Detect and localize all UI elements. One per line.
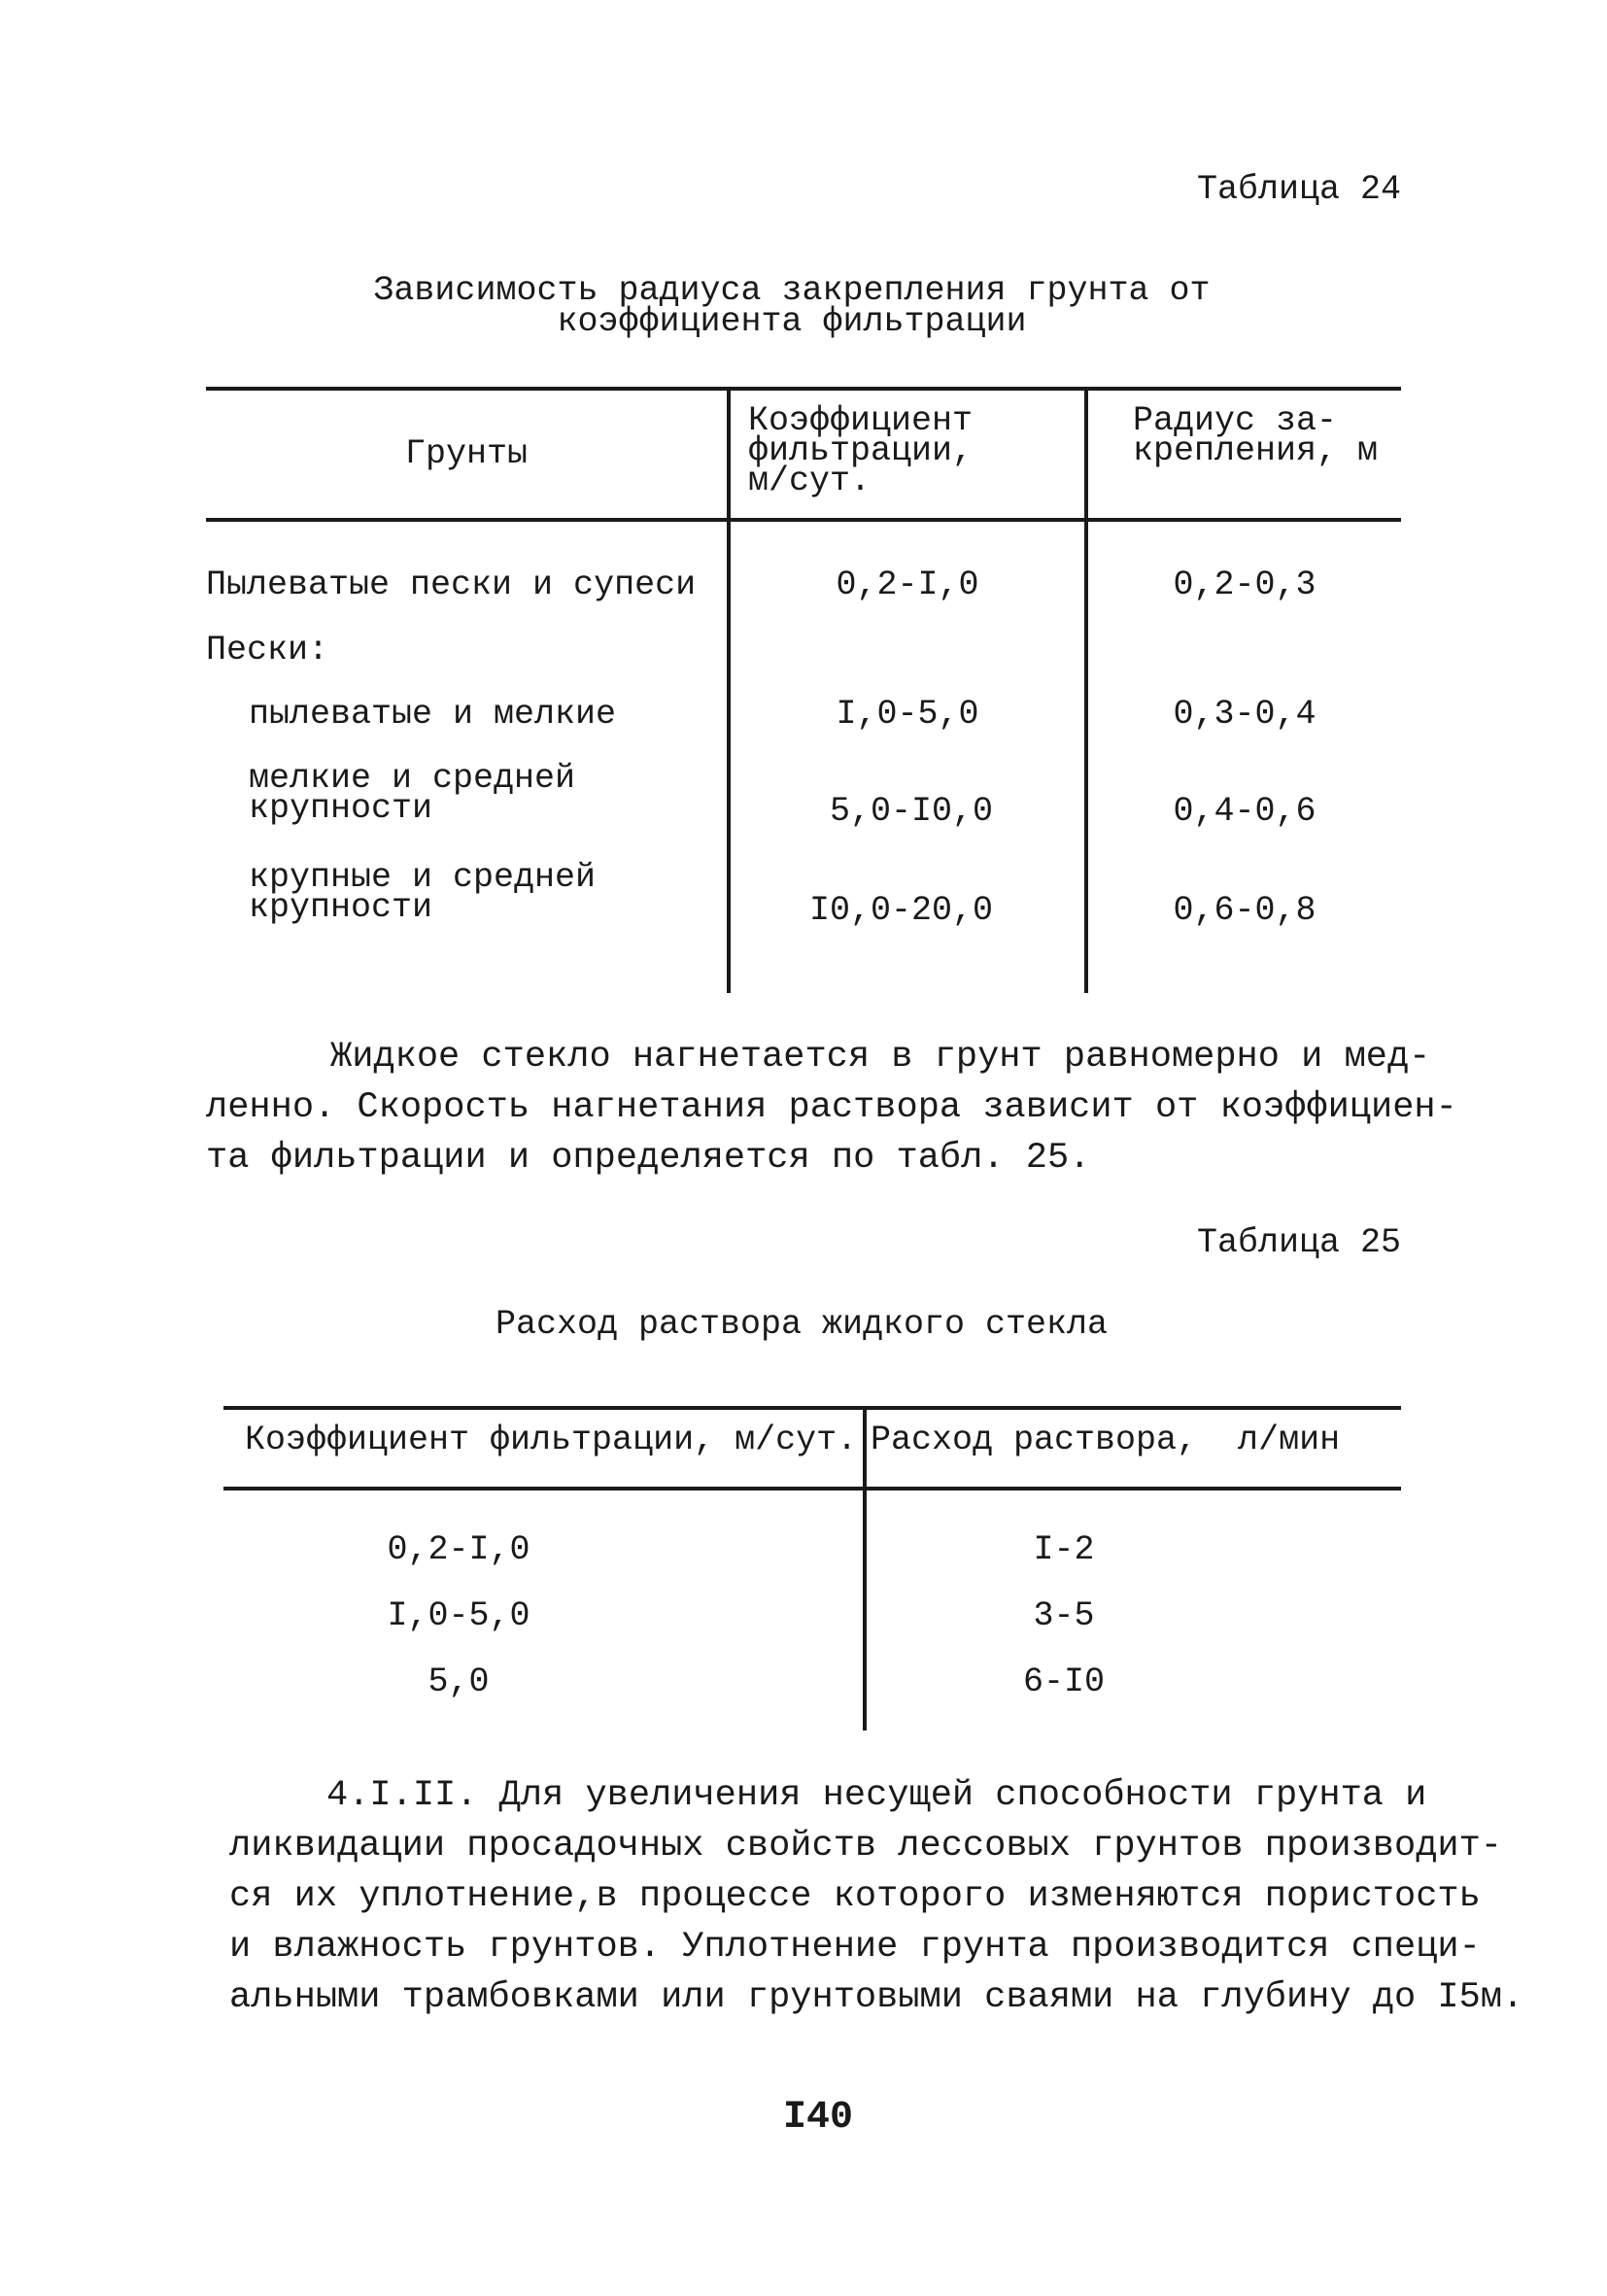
table-24-header-radius-line1: Радиус за- bbox=[1133, 401, 1338, 440]
table-24-row-3-coef: I,0-5,0 bbox=[836, 695, 979, 734]
table-25-title: Расход раствора жидкого стекла bbox=[495, 1305, 1109, 1344]
table-24-row-1-coef: 0,2-I,0 bbox=[836, 565, 979, 604]
paragraph-1-line2: ленно. Скорость нагнетания раствора зависит от коэффициен- bbox=[206, 1087, 1457, 1128]
table-24-header-coef-line3: м/сут. bbox=[748, 462, 872, 500]
table-24-header-rule bbox=[206, 518, 1401, 522]
table-25-top-rule bbox=[223, 1406, 1401, 1410]
table-24-header-radius-line2: крепления, м bbox=[1133, 431, 1379, 470]
table-24-row-1-radius: 0,2-0,3 bbox=[1173, 565, 1316, 604]
table-24-header-soils: Грунты bbox=[404, 434, 529, 473]
table-24-column-rule-1 bbox=[727, 389, 731, 993]
paragraph-1-line3: та фильтрации и определяется по табл. 25. bbox=[206, 1138, 1091, 1179]
page-number: I40 bbox=[783, 2096, 854, 2140]
paragraph-2 bbox=[229, 1770, 1523, 2023]
table-24-row-4-radius: 0,4-0,6 bbox=[1173, 792, 1316, 831]
table-24-header-coef bbox=[748, 401, 974, 500]
paragraph-2-line1: 4.I.II. Для увеличения несущей способности грунта и bbox=[326, 1775, 1427, 1816]
paragraph-2-line5: альными трамбовками или грунтовыми сваями на глубину до I5м. bbox=[229, 1977, 1524, 2018]
paragraph-1-line1: Жидкое стекло нагнетается в грунт равномерно и мед- bbox=[330, 1037, 1431, 1078]
table-24-row-3-soil: пылеватые и мелкие bbox=[249, 695, 617, 734]
table-24-top-rule bbox=[206, 387, 1401, 391]
table-24-row-4-soil-line1: мелкие и средней bbox=[249, 759, 576, 798]
table-24-row-5-coef: I0,0-20,0 bbox=[809, 891, 994, 930]
table-24-header-radius bbox=[1133, 401, 1379, 470]
paragraph-2-line2: ликвидации просадочных свойств лессовых грунтов производит- bbox=[229, 1826, 1503, 1867]
table-24-row-4-soil bbox=[249, 759, 576, 828]
table-25-row-3-coef: 5,0 bbox=[427, 1662, 490, 1701]
table-25-row-2-coef: I,0-5,0 bbox=[387, 1596, 530, 1635]
table-25-header-coef: Коэффициент фильтрации, м/сут. bbox=[245, 1421, 858, 1459]
table-24-label: Таблица 24 bbox=[1197, 170, 1402, 209]
table-24-title-line2: коэффициента фильтрации bbox=[557, 302, 1027, 341]
table-25-label: Таблица 25 bbox=[1197, 1223, 1402, 1262]
table-25-header-rule bbox=[223, 1487, 1401, 1491]
table-25-header-flow: Расход раствора, л/мин bbox=[871, 1421, 1341, 1459]
table-24-row-1-soil: Пылеватые пески и супеси bbox=[206, 565, 697, 604]
paragraph-1 bbox=[206, 1032, 1457, 1183]
table-25-row-3-flow: 6-I0 bbox=[1022, 1662, 1105, 1701]
table-24-row-4-coef: 5,0-I0,0 bbox=[830, 792, 994, 831]
paragraph-2-line4: и влажность грунтов. Уплотнение грунта производится специ- bbox=[229, 1927, 1481, 1968]
table-24-row-4-soil-line2: крупности bbox=[249, 789, 433, 828]
table-24-title-line1: Зависимость радиуса закрепления грунта от bbox=[373, 271, 1211, 310]
table-25-row-2-flow: 3-5 bbox=[1033, 1596, 1095, 1635]
table-24-row-3-radius: 0,3-0,4 bbox=[1173, 695, 1316, 734]
table-25-row-1-coef: 0,2-I,0 bbox=[387, 1530, 530, 1569]
table-24-header-coef-line2: фильтрации, bbox=[748, 431, 974, 470]
table-24-row-5-soil-line2: крупности bbox=[249, 888, 433, 927]
table-25-row-1-flow: I-2 bbox=[1033, 1530, 1095, 1569]
table-24-row-5-soil bbox=[249, 858, 597, 927]
paragraph-2-line3: ся их уплотнение,в процессе которого изменяются пористость bbox=[229, 1876, 1481, 1917]
table-24-row-5-radius: 0,6-0,8 bbox=[1173, 891, 1316, 930]
table-24-row-5-soil-line1: крупные и средней bbox=[249, 858, 597, 897]
table-24-row-2-soil: Пески: bbox=[206, 631, 329, 669]
table-24-header-coef-line1: Коэффициент bbox=[748, 401, 974, 440]
